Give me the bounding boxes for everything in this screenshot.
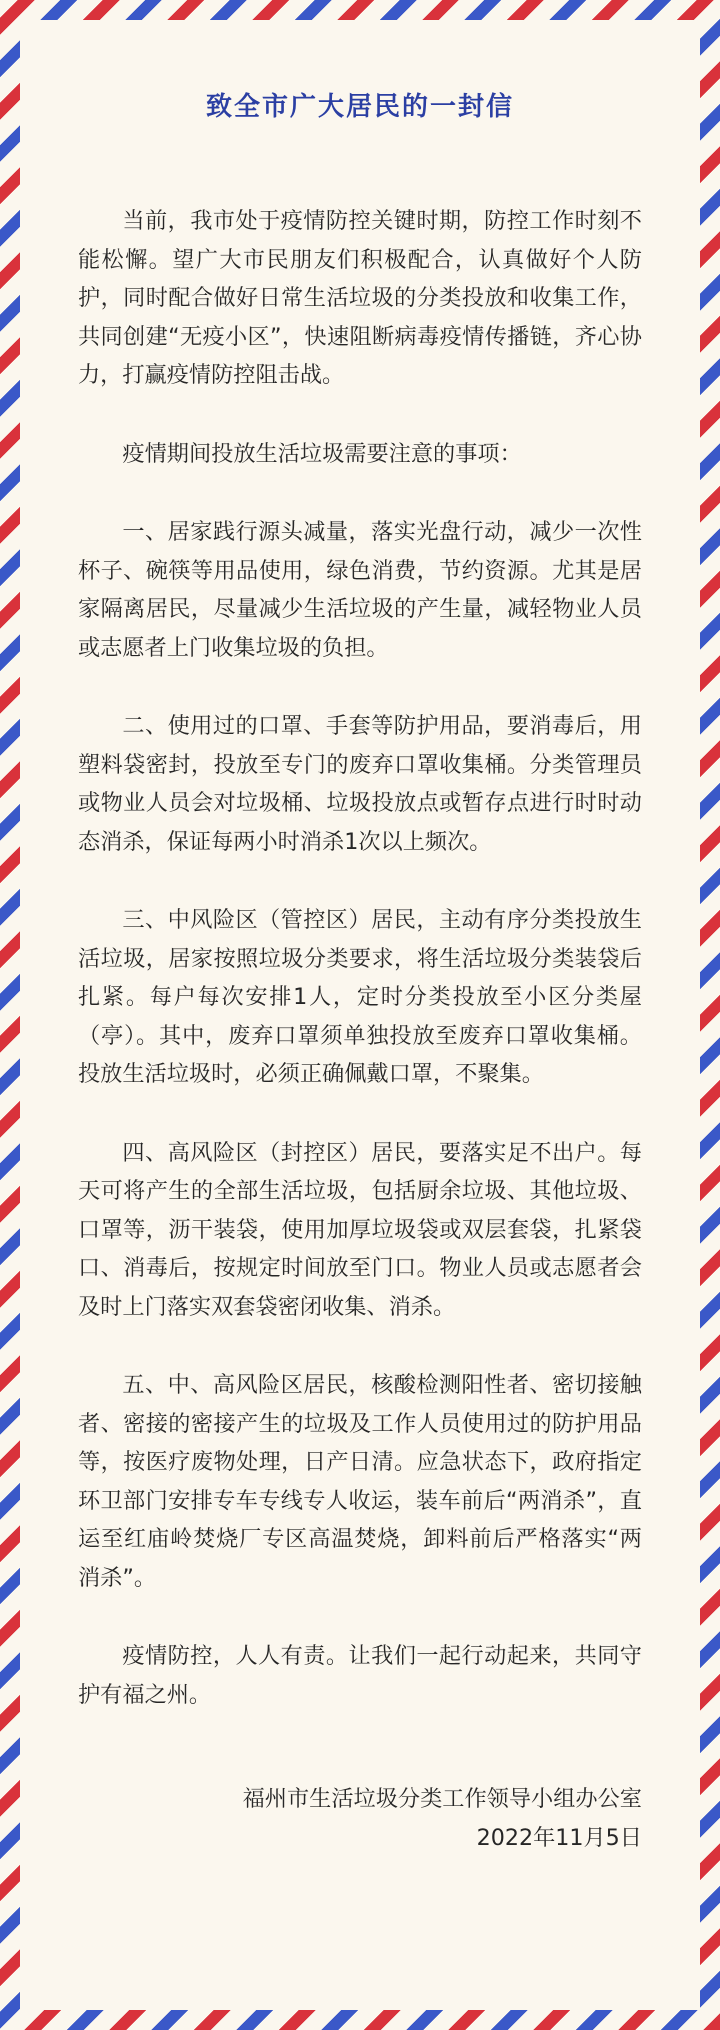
item-paragraph-4: 四、高风险区（封控区）居民，要落实足不出户。每天可将产生的全部生活垃圾，包括厨余垃圾、其他垃圾、口罩等，沥干装袋，使用加厚垃圾袋或双层套袋，扎紧袋口、消毒后，按规定时间放至门口。物业人员或志愿者会及时上门落实双套袋密闭收集、消杀。 (78, 1139, 642, 1320)
signature-date: 2022年11月5日 (476, 1824, 642, 1851)
letter-title: 致全市广大居民的一封信 (205, 92, 514, 122)
item-paragraph-1: 一、居家践行源头减量，落实光盘行动，减少一次性杯子、碗筷等用品使用，绿色消费，节约资源。尤其是居家隔离居民，尽量减少生活垃圾的产生量，减轻物业人员或志愿者上门收集垃圾的负担。 (78, 519, 642, 661)
item-paragraph-5: 五、中、高风险区居民，核酸检测阳性者、密切接触者、密接的密接产生的垃圾及工作人员使用过的防护用品等，按医疗废物处理，日产日清。应急状态下，政府指定环卫部门安排专车专线专人收运，装车前后“两消杀”，直运至红庙岭焚烧厂专区高温焚烧，卸料前后严格落实“两消杀”。 (78, 1372, 642, 1591)
letter-paper (20, 20, 700, 2010)
signature-org: 福州市生活垃圾分类工作领导小组办公室 (242, 1786, 642, 1812)
intro-paragraph: 当前，我市处于疫情防控关键时期，防控工作时刻不能松懈。望广大市民朋友们积极配合，认真做好个人防护，同时配合做好日常生活垃圾的分类投放和收集工作，共同创建“无疫小区”，快速阻断病毒疫情传播链，齐心协力，打赢疫情防控阻击战。 (78, 208, 642, 388)
signature-block (78, 1780, 642, 1857)
item-paragraph-3: 三、中风险区（管控区）居民，主动有序分类投放生活垃圾，居家按照垃圾分类要求，将生活垃圾分类装袋后扎紧。每户每次安排1人，定时分类投放至小区分类屋（亭）。其中，废弃口罩须单独投放至废弃口罩收集桶。投放生活垃圾时，必须正确佩戴口罩，不聚集。 (78, 907, 642, 1087)
section-heading: 疫情期间投放生活垃圾需要注意的事项： (122, 440, 522, 467)
closing-paragraph: 疫情防控，人人有责。让我们一起行动起来，共同守护有福之州。 (78, 1643, 642, 1708)
item-paragraph-2: 二、使用过的口罩、手套等防护用品，要消毒后，用塑料袋密封，投放至专门的废弃口罩收集桶。分类管理员或物业人员会对垃圾桶、垃圾投放点或暂存点进行时时动态消杀，保证每两小时消杀1次以上频次。 (78, 713, 642, 855)
